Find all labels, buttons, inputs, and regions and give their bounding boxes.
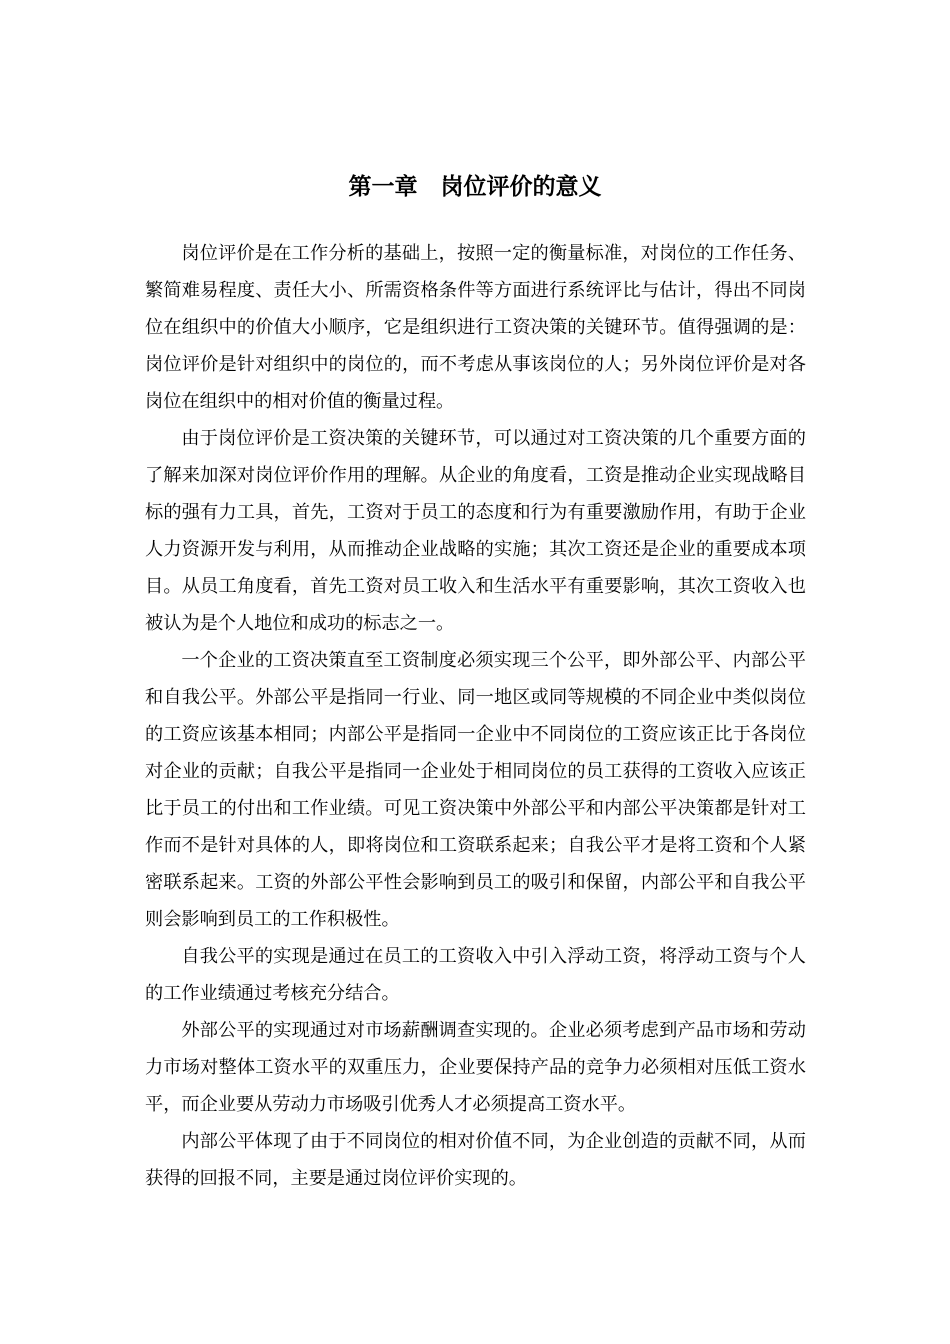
body-text [145, 235, 806, 1197]
paragraph-2: 由于岗位评价是工资决策的关键环节，可以通过对工资决策的几个重要方面的了解来加深对岗位评价作用的理解。从企业的角度看，工资是推动企业实现战略目标的强有力工具，首先，工资对于员工的态度和行为有重要激励作用，有助于企业人力资源开发与利用，从而推动企业战略的实施；其次工资还是企业的重要成本项目。从员工角度看，首先工资对员工收入和生活水平有重要影响，其次工资收入也被认为是个人地位和成功的标志之一。 [145, 428, 806, 634]
paragraph-4: 自我公平的实现是通过在员工的工资收入中引入浮动工资，将浮动工资与个人的工作业绩通过考核充分结合。 [145, 946, 806, 1004]
chapter-title: 第一章 岗位评价的意义 [348, 174, 602, 201]
paragraph-5: 外部公平的实现通过对市场薪酬调查实现的。企业必须考虑到产品市场和劳动力市场对整体工资水平的双重压力，企业要保持产品的竞争力必须相对压低工资水平，而企业要从劳动力市场吸引优秀人才必须提高工资水平。 [145, 1020, 806, 1115]
paragraph-1: 岗位评价是在工作分析的基础上，按照一定的衡量标准，对岗位的工作任务、繁简难易程度、责任大小、所需资格条件等方面进行系统评比与估计，得出不同岗位在组织中的价值大小顺序，它是组织进行工资决策的关键环节。值得强调的是：岗位评价是针对组织中的岗位的，而不考虑从事该岗位的人；另外岗位评价是对各岗位在组织中的相对价值的衡量过程。 [145, 243, 806, 412]
paragraph-6: 内部公平体现了由于不同岗位的相对价值不同，为企业创造的贡献不同，从而获得的回报不同，主要是通过岗位评价实现的。 [145, 1131, 806, 1189]
paragraph-3: 一个企业的工资决策直至工资制度必须实现三个公平，即外部公平、内部公平和自我公平。外部公平是指同一行业、同一地区或同等规模的不同企业中类似岗位的工资应该基本相同；内部公平是指同一企业中不同岗位的工资应该正比于各岗位对企业的贡献；自我公平是指同一企业处于相同岗位的员工获得的工资收入应该正比于员工的付出和工作业绩。可见工资决策中外部公平和内部公平决策都是针对工作而不是针对具体的人，即将岗位和工资联系起来；自我公平才是将工资和个人紧密联系起来。工资的外部公平性会影响到员工的吸引和保留，内部公平和自我公平则会影响到员工的工作积极性。 [145, 650, 806, 930]
